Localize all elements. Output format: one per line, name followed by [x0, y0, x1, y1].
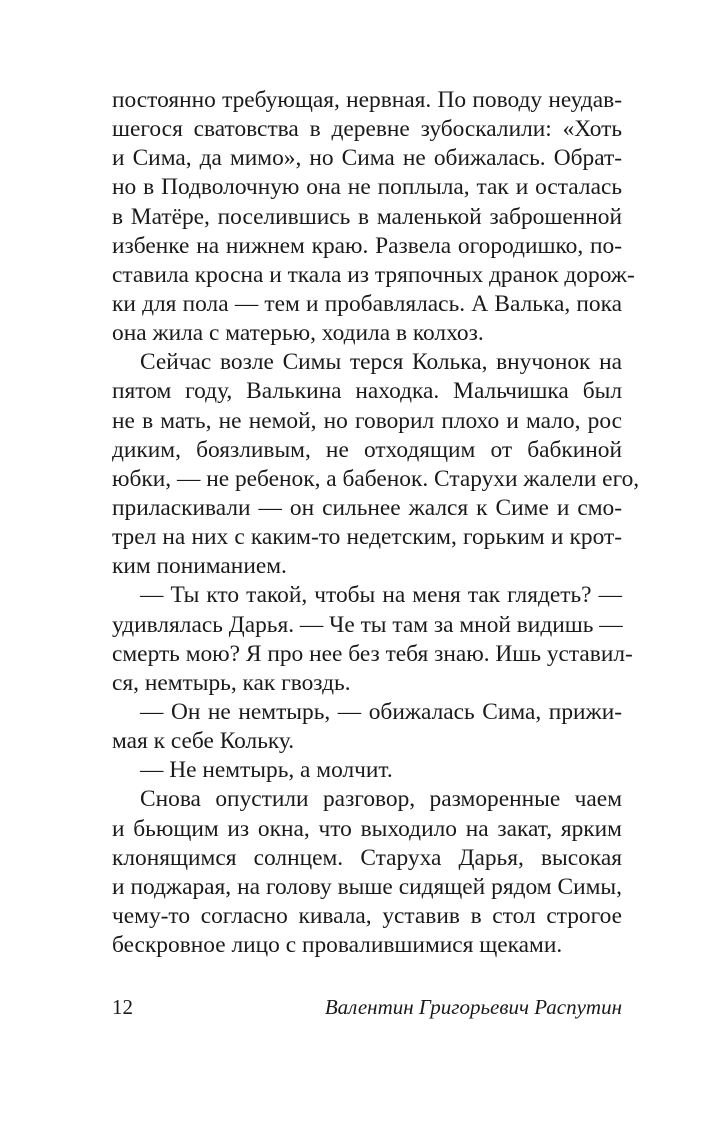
text-line: диким, боязливым, не отходящим от бабкиной: [112, 436, 622, 463]
text-line: приласкивали — он сильнее жался к Симе и смо-: [112, 494, 622, 521]
page-footer: [112, 992, 622, 1022]
text-line: она жила с матерью, ходила в колхоз.: [112, 320, 484, 347]
text-line: Снова опустили разговор, разморенные чаем: [140, 786, 622, 813]
text-line: чему-то согласно кивала, уставив в стол строгое: [112, 902, 622, 929]
text-line: клонящимся солнцем. Старуха Дарья, высокая: [112, 844, 622, 871]
text-line: — Ты кто такой, чтобы на меня так глядеть? —: [140, 582, 622, 609]
body-text: [112, 86, 640, 960]
text-line: но в Подволочную она не поплыла, так и осталась: [112, 174, 622, 201]
text-line: постоянно требующая, нервная. По поводу неудав-: [112, 87, 622, 113]
text-line: не в мать, не немой, но говорил плохо и мало, рос: [112, 407, 622, 434]
text-line: ставила кросна и ткала из тряпочных дранок дорож-: [112, 261, 635, 288]
text-line: удивлялась Дарья. — Че ты там за мной видишь —: [112, 611, 623, 638]
running-footer-author: Валентин Григорьевич Распутин: [324, 995, 622, 1019]
text-line: бескровное лицо с провалившимися щеками.: [112, 932, 563, 959]
text-line: смерть мою? Я про нее без тебя знаю. Ишь уставил-: [112, 640, 633, 667]
text-line: ким пониманием.: [112, 553, 287, 580]
text-line: избенке на нижнем краю. Развела огородишко, по-: [112, 232, 622, 259]
text-line: — Не немтырь, а молчит.: [140, 757, 393, 784]
text-line: и поджарая, на голову выше сидящей рядом Симы,: [112, 873, 622, 900]
text-line: Сейчас возле Симы терся Колька, внучонок на: [140, 349, 622, 376]
text-line: пятом году, Валькина находка. Мальчишка был: [112, 378, 622, 405]
page-number: 12: [112, 995, 133, 1019]
text-line: мая к себе Кольку.: [112, 728, 295, 755]
text-line: и бьющим из окна, что выходило на закат, ярким: [112, 815, 622, 842]
text-line: и Сима, да мимо», но Сима не обижалась. Обрат-: [112, 145, 622, 172]
text-line: — Он не немтырь, — обижалась Сима, прижи-: [140, 698, 622, 725]
text-line: юбки, — не ребенок, а бабенок. Старухи жалели его,: [112, 465, 640, 492]
text-line: шегося сватовства в деревне зубоскалили: «Хоть: [112, 116, 622, 143]
text-line: ся, немтырь, как гвоздь.: [112, 669, 351, 696]
text-line: трел на них с каким-то недетским, горьким и крот-: [112, 524, 622, 551]
text-line: ки для пола — тем и пробавлялась. А Валька, пока: [112, 290, 622, 317]
text-line: в Матёре, поселившись в маленькой заброшенной: [112, 203, 622, 230]
